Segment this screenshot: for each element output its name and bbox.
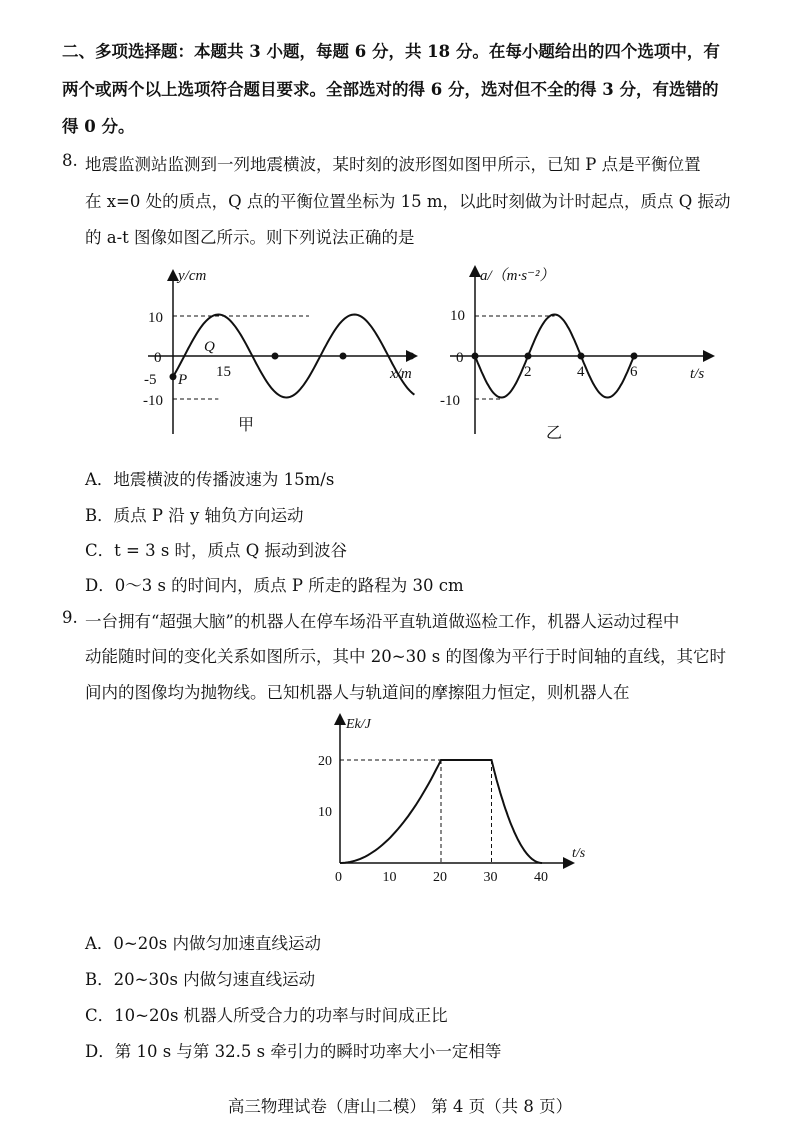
page-footer: 高三物理试卷（唐山二模） 第 4 页（共 8 页） [227,1097,573,1116]
section-header-line-2: 两个或两个以上选项符合题目要求。全部选对的得 6 分，选对但不全的得 3 分，有选错的 [62,80,719,99]
ek-ytick-20: 20 [318,754,332,769]
jia-label-p: P [178,372,188,388]
ek-xtick-20: 20 [433,870,447,885]
jia-point-q [272,353,279,360]
jia-xtick-15: 15 [216,364,231,380]
jia-title: 甲 [238,417,255,434]
q9-stem-line-3: 间内的图像均为抛物线。已知机器人与轨道间的摩擦阻力恒定，则机器人在 [85,683,630,702]
jia-zero-point [340,353,347,360]
yi-zero-point [525,353,532,360]
jia-ytick-10: 10 [148,310,163,326]
yi-ytick-minus10: -10 [440,393,460,409]
jia-ylabel: y/cm [178,268,207,284]
yi-ytick-10: 10 [450,308,465,324]
ek-xlabel: t/s [572,846,586,861]
jia-label-q: Q [204,339,215,355]
q8-stem-line-1: 地震监测站监测到一列地震横波，某时刻的波形图如图甲所示，已知 P 点是平衡位置 [85,155,701,174]
yi-zero-point [578,353,585,360]
jia-point-p [170,373,177,380]
yi-ylabel: a/（m·s⁻²） [480,268,555,284]
q8-option-c: C．t = 3 s 时，质点 Q 振动到波谷 [85,541,348,560]
q9-option-c: C．10~20s 机器人所受合力的功率与时间成正比 [85,1006,448,1025]
q8-option-d: D．0～3 s 的时间内，质点 P 所走的路程为 30 cm [85,576,464,595]
section-header-line-1: 二、多项选择题：本题共 3 小题，每题 6 分，共 18 分。在每小题给出的四个选项中，有 [62,42,720,61]
yi-xtick-2: 2 [524,364,532,380]
q9-number: 9. [62,608,78,627]
q8-stem-line-2: 在 x=0 处的质点，Q 点的平衡位置坐标为 15 m，以此时刻做为计时起点，质点 Q 振动 [85,192,731,211]
jia-xlabel: x/m [390,366,412,382]
q9-option-b: B．20~30s 内做匀速直线运动 [85,970,316,989]
q9-option-d: D．第 10 s 与第 32.5 s 牵引力的瞬时功率大小一定相等 [85,1042,502,1061]
q8-option-a: A．地震横波的传播波速为 15m/s [85,470,335,489]
jia-ytick-minus10: -10 [143,393,163,409]
q9-stem-line-2: 动能随时间的变化关系如图所示，其中 20~30 s 的图像为平行于时间轴的直线，其它时 [85,647,727,666]
section-header-line-3: 得 0 分。 [62,117,135,136]
yi-title: 乙 [546,425,563,442]
figure-yi-acceleration-graph [430,262,720,442]
ek-xtick-30: 30 [483,870,498,885]
q8-option-b: B．质点 P 沿 y 轴负方向运动 [85,506,304,525]
yi-xlabel: t/s [690,366,705,382]
figure-kinetic-energy-graph [300,712,600,887]
jia-ytick-0: 0 [154,350,162,366]
q8-number: 8. [62,151,78,170]
yi-xtick-4: 4 [577,364,585,380]
ek-xtick-0: 0 [335,870,342,885]
jia-ytick-minus5: -5 [144,372,157,388]
ek-ytick-10: 10 [318,805,332,820]
ek-ylabel: Ek/J [346,717,371,732]
yi-zero-point [631,353,638,360]
ek-xtick-10: 10 [382,870,397,885]
yi-zero-point [472,353,479,360]
yi-xtick-6: 6 [630,364,638,380]
jia-zero-point [408,353,415,360]
q9-option-a: A．0~20s 内做匀加速直线运动 [85,934,321,953]
q9-stem-line-1: 一台拥有“超强大脑”的机器人在停车场沿平直轨道做巡检工作，机器人运动过程中 [85,612,680,631]
yi-ytick-0: 0 [456,350,464,366]
ek-xtick-40: 40 [534,870,548,885]
q8-stem-line-3: 的 a-t 图像如图乙所示。则下列说法正确的是 [85,228,415,247]
figure-jia-wave-graph [140,262,430,442]
